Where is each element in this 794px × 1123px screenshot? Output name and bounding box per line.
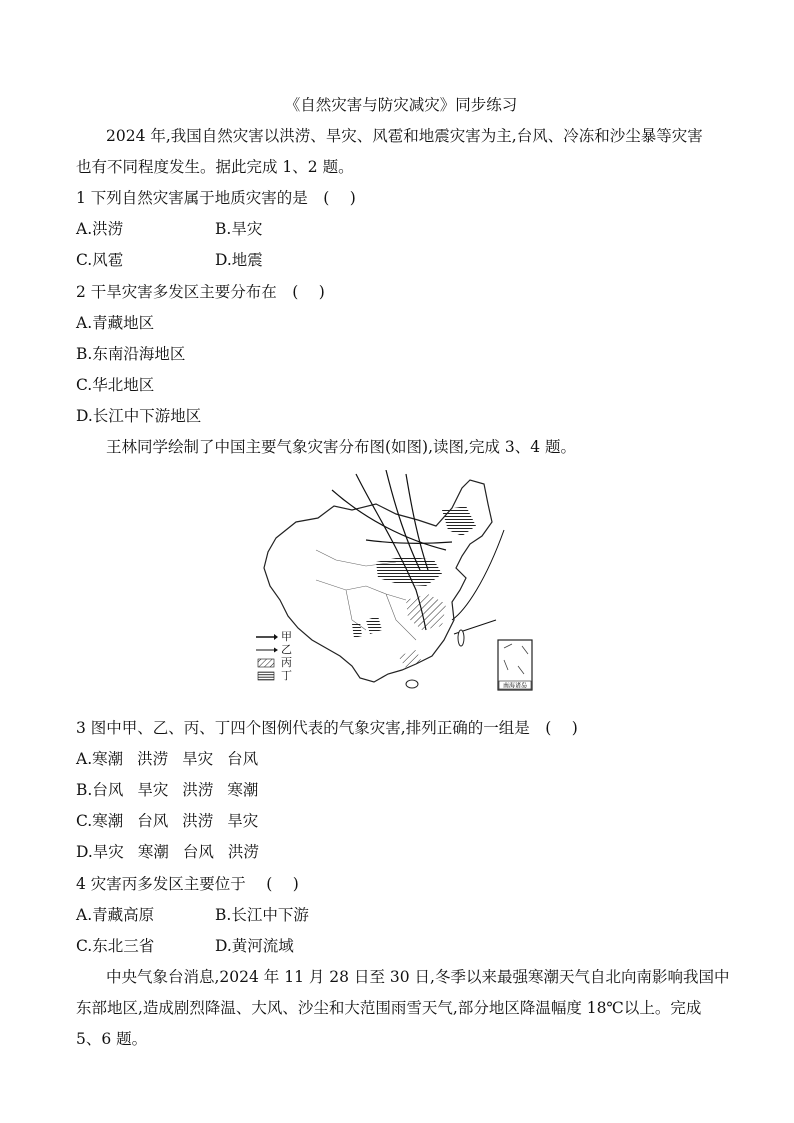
question-4-option-d: D.黄河流域 bbox=[215, 937, 294, 955]
question-4-option-c: C.东北三省 bbox=[76, 937, 155, 955]
q3-c-4: 旱灾 bbox=[227, 812, 259, 830]
q3-c-2: 台风 bbox=[137, 812, 169, 830]
legend-item-ding bbox=[256, 669, 292, 682]
q3-b-2: 旱灾 bbox=[137, 781, 169, 799]
question-4-option-b: B.长江中下游 bbox=[215, 906, 309, 924]
question-1-stem: 1 下列自然灾害属于地质灾害的是 ( ) bbox=[76, 189, 356, 207]
question-2-stem: 2 干旱灾害多发区主要分布在 ( ) bbox=[76, 283, 325, 301]
map-svg bbox=[256, 470, 536, 696]
page-title: 《自然灾害与防灾减灾》同步练习 bbox=[284, 96, 518, 114]
legend-label-ding: 丁 bbox=[281, 669, 292, 682]
q3-d-4: 洪涝 bbox=[227, 843, 259, 861]
q3-b-3: 洪涝 bbox=[182, 781, 214, 799]
intro-paragraph-1-line-2: 也有不同程度发生。据此完成 1、2 题。 bbox=[76, 158, 354, 176]
legend-label-jia: 甲 bbox=[281, 630, 292, 643]
q3-a-4: 台风 bbox=[227, 750, 259, 768]
map-legend bbox=[256, 630, 292, 682]
question-3-stem: 3 图中甲、乙、丙、丁四个图例代表的气象灾害,排列正确的一组是 ( ) bbox=[76, 719, 578, 737]
legend-label-yi: 乙 bbox=[281, 643, 292, 656]
question-1-option-a: A.洪涝 bbox=[76, 220, 124, 238]
china-weather-disaster-map bbox=[256, 470, 536, 696]
question-2-option-c: C.华北地区 bbox=[76, 376, 155, 394]
q3-a-1: A.寒潮 bbox=[76, 750, 124, 768]
q3-c-1: C.寒潮 bbox=[76, 812, 124, 830]
inset-label: 南海诸岛 bbox=[502, 682, 528, 690]
q3-d-1: D.旱灾 bbox=[76, 843, 124, 861]
question-1-option-b: B.旱灾 bbox=[215, 220, 263, 238]
question-2-option-b: B.东南沿海地区 bbox=[76, 345, 186, 363]
question-3-option-d bbox=[76, 840, 273, 862]
intro-paragraph-3-line-2: 东部地区,造成剧烈降温、大风、沙尘和大范围雨雪天气,部分地区降温幅度 18℃以上。完成 bbox=[76, 999, 702, 1017]
question-2-option-a: A.青藏地区 bbox=[76, 314, 155, 332]
q3-d-2: 寒潮 bbox=[137, 843, 169, 861]
q3-b-1: B.台风 bbox=[76, 781, 124, 799]
question-4-option-a: A.青藏高原 bbox=[76, 906, 155, 924]
intro-paragraph-2: 王林同学绘制了中国主要气象灾害分布图(如图),读图,完成 3、4 题。 bbox=[106, 438, 577, 456]
question-4-stem: 4 灾害丙多发区主要位于 ( ) bbox=[76, 875, 299, 893]
legend-item-jia bbox=[256, 630, 292, 643]
q3-a-2: 洪涝 bbox=[137, 750, 169, 768]
question-1-option-c: C.风雹 bbox=[76, 251, 124, 269]
question-3-option-b bbox=[76, 778, 272, 800]
question-3-option-a bbox=[76, 747, 272, 769]
intro-paragraph-3-line-3: 5、6 题。 bbox=[76, 1030, 148, 1048]
q3-b-4: 寒潮 bbox=[227, 781, 259, 799]
q3-c-3: 洪涝 bbox=[182, 812, 214, 830]
intro-paragraph-1-line-1: 2024 年,我国自然灾害以洪涝、旱灾、风雹和地震灾害为主,台风、冷冻和沙尘暴等灾害 bbox=[106, 127, 703, 145]
intro-paragraph-3-line-1: 中央气象台消息,2024 年 11 月 28 日至 30 日,冬季以来最强寒潮天气自北向南影响我国中 bbox=[106, 968, 730, 986]
q3-d-3: 台风 bbox=[182, 843, 214, 861]
legend-item-yi bbox=[256, 643, 292, 656]
question-2-option-d: D.长江中下游地区 bbox=[76, 407, 202, 425]
question-3-option-c bbox=[76, 809, 272, 831]
q3-a-3: 旱灾 bbox=[182, 750, 214, 768]
legend-item-bing bbox=[256, 656, 292, 669]
question-1-option-d: D.地震 bbox=[215, 251, 263, 269]
legend-label-bing: 丙 bbox=[281, 656, 292, 669]
